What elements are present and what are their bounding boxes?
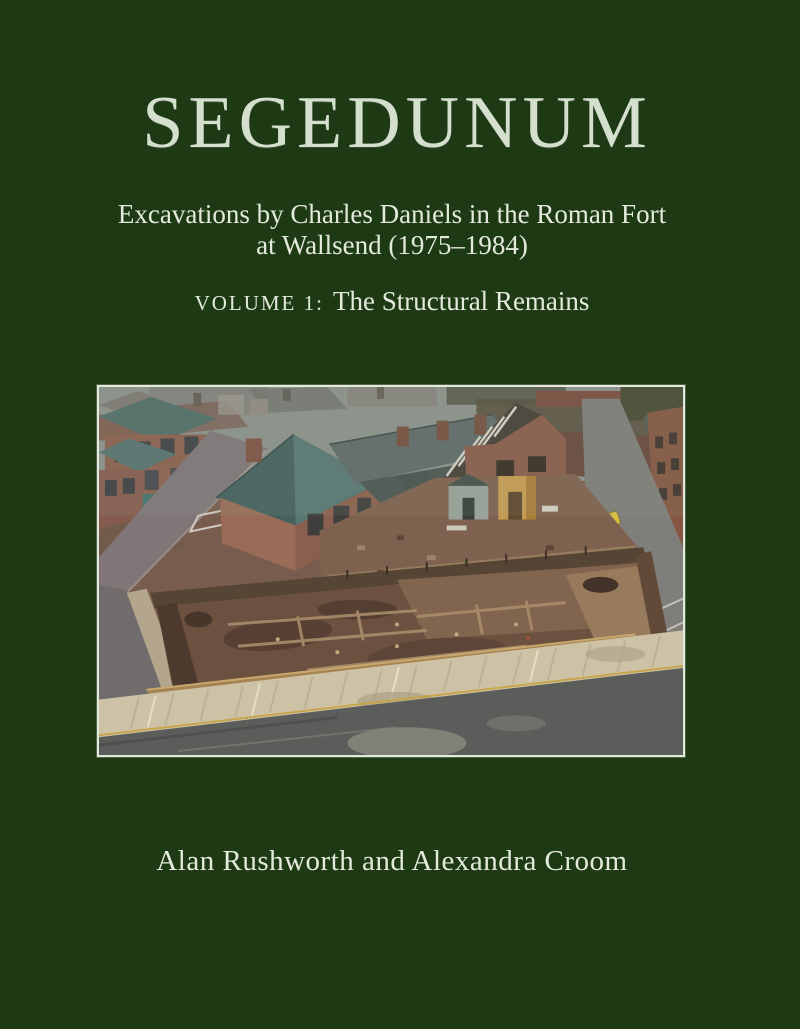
cover-photo: [97, 385, 685, 757]
volume-title: The Structural Remains: [332, 286, 590, 316]
book-title: SEGEDUNUM: [142, 82, 652, 164]
subtitle-line-2: at Wallsend (1975–1984): [256, 230, 528, 260]
haze-overlay: [99, 387, 683, 755]
volume-line: [0, 286, 784, 317]
book-subtitle: [0, 199, 784, 261]
authors: Alan Rushworth and Alexandra Croom: [156, 845, 628, 877]
excavation-aerial-photo: [99, 387, 683, 755]
subtitle-line-1: Excavations by Charles Daniels in the Roman Fort: [117, 199, 667, 229]
volume-label: VOLUME 1:: [194, 291, 324, 315]
